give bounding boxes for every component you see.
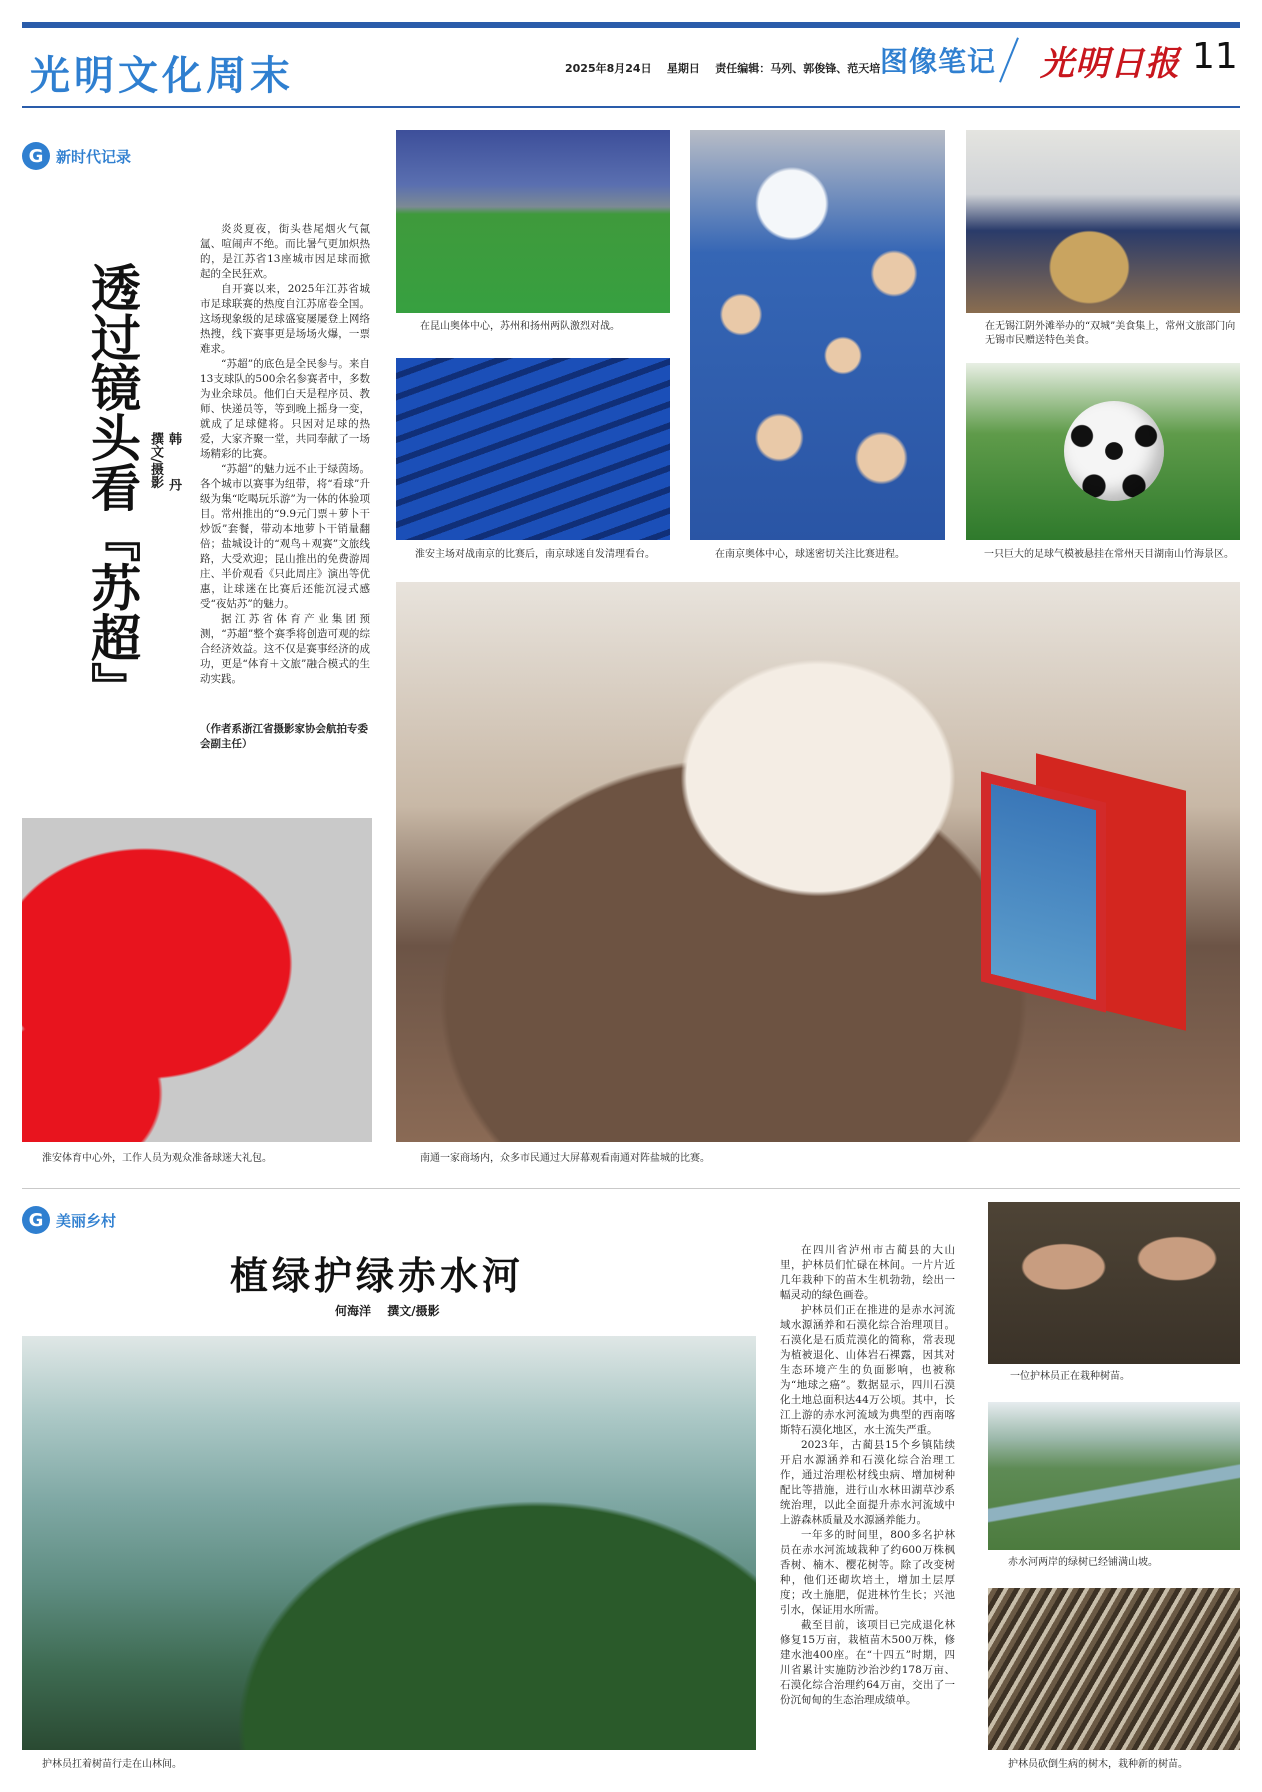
photo-cut-logs <box>988 1588 1240 1750</box>
article-paragraph: 截至目前，该项目已完成退化林修复15万亩，栽植苗木500万株，修建水池400座。在“十四五”时期，四川省累计实施防沙治沙约178万亩、石漠化综合治理约64万亩，交出了一份沉甸甸的生态治理成绩单。 <box>780 1619 955 1706</box>
newspaper-masthead: 光明日报 <box>1040 44 1180 84</box>
section-tag-label: 新时代记录 <box>56 147 132 166</box>
author-role: 撰文/摄影 <box>387 1304 440 1318</box>
header-divider-slash <box>999 37 1019 82</box>
g-logo-icon: G <box>22 1206 50 1234</box>
photo-mall-big-screen <box>396 582 1240 1142</box>
section-title: 光明文化周末 <box>30 52 294 99</box>
photo-caption: 在南京奥体中心，球迷密切关注比赛进程。 <box>715 549 905 560</box>
article-paragraph: “苏超”的底色是全民参与。来自13支球队的500余名参赛者中，多数为业余球员。他们白天是程序员、教师、快递员等，等到晚上摇身一变，就成了足球健将。只因对足球的热爱，大家齐聚一堂，共同奉献了一场场精彩的比赛。 <box>200 358 370 460</box>
photo-forest-mountains <box>22 1336 756 1750</box>
article-paragraph: 自开赛以来，2025年江苏省城市足球联赛的热度自江苏席卷全国。这场现象级的足球盛宴屡屡登上网络热搜，线下赛事更是场场火爆，一票难求。 <box>200 283 370 355</box>
editors-line: 责任编辑：马列、郭俊锋、范天培 <box>715 62 881 75</box>
article-paragraph: 护林员们正在推进的是赤水河流域水源涵养和石漠化综合治理项目。石漠化是石质荒漠化的简称，常表现为植被退化、山体岩石裸露，因其对生态环境产生的负面影响，也被称为“地球之癌”。数据显示，四川石漠化土地总面积达44万公顷。其中，长江上游的赤水河流域为典型的西南喀斯特石漠化地区，水土流失严重。 <box>780 1304 955 1436</box>
photo-caption: 一位护林员正在栽种树苗。 <box>1010 1371 1130 1382</box>
photo-caption: 淮安体育中心外，工作人员为观众准备球迷大礼包。 <box>42 1153 272 1164</box>
article-headline: 透过镜头看『苏超』 <box>83 262 142 712</box>
photo-soccer-match <box>396 130 670 313</box>
photo-caption: 护林员扛着树苗行走在山林间。 <box>42 1759 182 1770</box>
header-rule-top <box>22 22 1240 28</box>
author-name: 何海洋 <box>335 1304 372 1318</box>
article-paragraph: 2023年，古蔺县15个乡镇陆续开启水源涵养和石漠化综合治理工作，通过治理松材线虫病、增加树种配比等措施，进行山水林田湖草沙系统治理，以此全面提升赤水河流域中上游森林质量及水源涵养能力。 <box>780 1439 955 1526</box>
author-name: 韩 丹 <box>166 432 181 501</box>
article-headline: 植绿护绿赤水河 <box>230 1253 525 1298</box>
section-tag-new-era <box>22 142 131 170</box>
photo-caption: 一只巨大的足球气模被悬挂在常州天目湖南山竹海景区。 <box>984 549 1234 560</box>
photo-food-fair <box>966 130 1240 313</box>
photo-caption: 淮安主场对战南京的比赛后，南京球迷自发清理看台。 <box>415 549 655 560</box>
photo-planting-seedling <box>988 1202 1240 1364</box>
big-screen <box>981 771 1106 1012</box>
author-note: （作者系浙江省摄影家协会航拍专委会副主任） <box>200 723 368 750</box>
football-icon <box>1064 401 1164 501</box>
article-byline <box>335 1302 440 1319</box>
photo-caption: 南通一家商场内，众多市民通过大屏幕观看南通对阵盐城的比赛。 <box>420 1153 710 1164</box>
article-paragraph: 据江苏省体育产业集团预测，“苏超”整个赛季将创造可观的综合经济效益。这不仅是赛事经济的成功，更是“体育＋文旅”融合模式的生动实践。 <box>200 613 370 685</box>
article-paragraph: 在四川省泸州市古蔺县的大山里，护林员们忙碌在林间。一片片近几年栽种下的苗木生机勃勃，绘出一幅灵动的绿色画卷。 <box>780 1244 955 1301</box>
article-paragraph: 炎炎夏夜，街头巷尾烟火气氤氲、喧闹声不绝。而比暑气更加炽热的，是江苏省13座城市因足球而掀起的全民狂欢。 <box>200 223 370 280</box>
page-number: 11 <box>1192 36 1238 77</box>
photo-fans-crowd <box>690 130 945 540</box>
photo-caption: 在无锡江阴外滩举办的“双城”美食集上，常州文旅部门向无锡市民赠送特色美食。 <box>985 321 1236 346</box>
photo-caption: 在昆山奥体中心，苏州和扬州两队激烈对战。 <box>420 321 620 332</box>
column-name: 图像笔记 <box>880 45 997 78</box>
photo-empty-stands <box>396 358 670 540</box>
article-paragraph: 一年多的时间里，800多名护林员在赤水河流域栽种了约600万株枫香树、楠木、樱花树等。除了改变树种，他们还砌坎培土，增加土层厚度；改土施肥，促进林竹生长；兴池引水，保证用水所需。 <box>780 1529 955 1616</box>
photo-gift-bags <box>22 818 372 1142</box>
issue-date: 2025年8月24日 <box>565 62 652 75</box>
section-divider <box>22 1188 1240 1189</box>
photo-caption: 赤水河两岸的绿树已经铺满山坡。 <box>1008 1557 1158 1568</box>
g-logo-icon: G <box>22 142 50 170</box>
issue-meta <box>565 60 880 76</box>
section-tag-label: 美丽乡村 <box>56 1211 117 1230</box>
article-byline <box>142 432 182 632</box>
author-role: 撰文/摄影 <box>148 432 163 489</box>
article-body <box>780 1243 955 1758</box>
photo-chishui-river <box>988 1402 1240 1550</box>
photo-caption: 护林员砍倒生病的树木，栽种新的树苗。 <box>1008 1759 1188 1770</box>
article-paragraph: “苏超”的魅力远不止于绿茵场。各个城市以赛事为纽带，将“看球”升级为集“吃喝玩乐游”为一体的体验项目。常州推出的“9.9元门票＋萝卜干炒饭”套餐，带动本地萝卜干销量翻倍；盐城设计的“观鸟＋观赛”文旅线路，大受欢迎；昆山推出的免费游周庄、半价观看《只此周庄》演出等优惠，让球迷在比赛后还能沉浸式感受“夜姑苏”的魅力。 <box>200 463 370 610</box>
photo-football-balloon <box>966 363 1240 540</box>
issue-weekday: 星期日 <box>666 62 700 75</box>
article-body <box>200 222 370 752</box>
section-tag-beautiful-village <box>22 1206 116 1234</box>
header-rule-bottom <box>22 106 1240 108</box>
